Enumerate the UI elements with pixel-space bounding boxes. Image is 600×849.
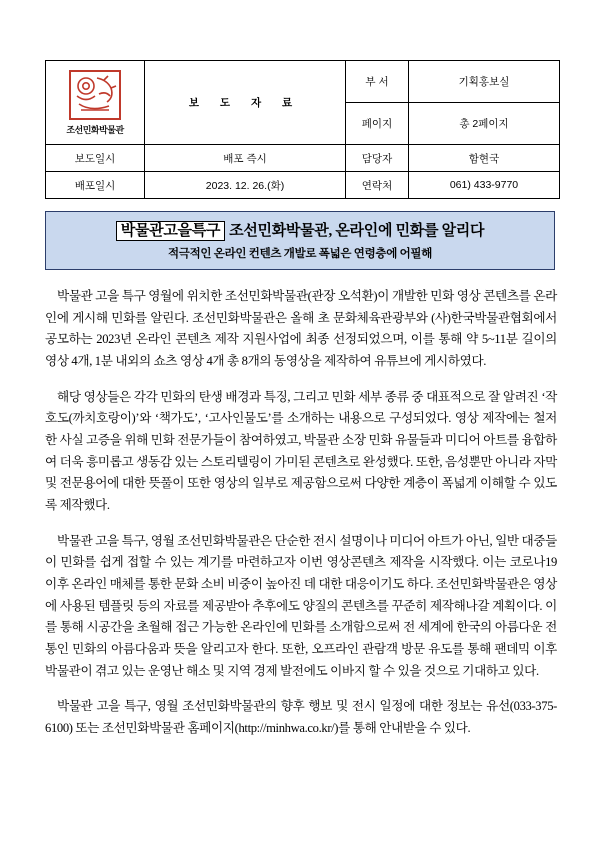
field-value-release-date: 배포 즉시 [145, 145, 346, 172]
field-label-department: 부 서 [346, 61, 409, 103]
museum-logo-icon [69, 70, 121, 120]
body-content [45, 286, 557, 739]
museum-logo-caption: 조선민화박물관 [66, 124, 124, 135]
headline-row [46, 219, 554, 240]
headline-band [45, 211, 555, 270]
field-value-distribution-date: 2023. 12. 26.(화) [145, 172, 346, 199]
table-row [46, 61, 560, 103]
headline-text: 조선민화박물관, 온라인에 민화를 알리다 [229, 223, 485, 239]
body-paragraph: 박물관 고을 특구, 영월 조선민화박물관의 향후 행보 및 전시 일정에 대한 정보는 유선(033-375-6100) 또는 조선민화박물관 홈페이지(http://minhwa.co.kr/)를 통해 안내받을 수 있다. [45, 699, 557, 735]
press-release-header-table [45, 60, 560, 199]
field-value-phone: 061) 433-9770 [409, 172, 560, 199]
table-row [46, 172, 560, 199]
headline-badge: 박물관고을특구 [116, 221, 225, 241]
field-label-phone: 연락처 [346, 172, 409, 199]
table-row [46, 145, 560, 172]
logo-wrap [46, 70, 144, 136]
field-value-contact-person: 함현국 [409, 145, 560, 172]
field-label-pages: 페이지 [346, 103, 409, 145]
document-title: 보 도 자 료 [145, 61, 346, 145]
tiger-folk-art-icon [71, 72, 119, 118]
field-value-pages: 총 2페이지 [409, 103, 560, 145]
body-paragraph: 박물관 고을 특구 영월에 위치한 조선민화박물관(관장 오석환)이 개발한 민화 영상 콘텐츠를 온라인에 게시해 민화를 알린다. 조선민화박물관은 올해 초 문화체육관광부와 (사)한국박물관협회에서 공모하는 2023년 온라인 콘텐츠 제작 지원사업에 최종 선정되었으며, 이를 통해 약 5~11분 길이의 영상 4개, 1분 내외의 쇼츠 영상 4개 총 8개의 동영상을 제작하여 유튜브에 게시하였다. [45, 289, 557, 368]
body-paragraph: 해당 영상들은 각각 민화의 탄생 배경과 특징, 그리고 민화 세부 종류 중 대표적으로 잘 알려진 ‘작호도(까치호랑이)’와 ‘책가도’, ‘고사인물도’를 소개하는 내용으로 구성되었다. 영상 제작에는 철저한 사실 고증을 위해 민화 전문가들이 참여하였고, 박물관 소장 민화 유물들과 미디어 아트를 융합하여 더욱 흥미롭고 생동감 있는 스토리텔링이 가미된 콘텐츠로 완성했다. 또한, 음성뿐만 아니라 자막 및 전문용어에 대한 뜻풀이 또한 영상의 일부로 제공함으로써 다양한 계층이 폭넓게 이해할 수 있도록 제작했다. [45, 389, 557, 512]
field-label-release-date: 보도일시 [46, 145, 145, 172]
field-label-distribution-date: 배포일시 [46, 172, 145, 199]
body-paragraph: 박물관 고을 특구, 영월 조선민화박물관은 단순한 전시 설명이나 미디어 아트가 아닌, 일반 대중들이 민화를 쉽게 접할 수 있는 계기를 마련하고자 이번 영상콘텐츠 제작을 시작했다. 이는 코로나19 이후 온라인 매체를 통한 문화 소비 비중이 높아진 데 대한 대응이기도 하다. 조선민화박물관은 영상에 사용된 템플릿 등의 자료를 제공받아 추후에도 양질의 콘텐츠를 꾸준히 제작해나갈 계획이다. 이를 통해 시공간을 초월해 접근 가능한 온라인에 민화를 소개함으로써 전 세계에 한국의 아름다운 전통인 민화의 아름다움과 뜻을 알리고자 한다. 또한, 오프라인 관람객 방문 유도를 통해 팬데믹 이후 박물관이 겪고 있는 운영난 해소 및 지역 경제 발전에도 이바지 할 수 있을 것으로 기대하고 있다. [45, 533, 557, 678]
field-value-department: 기획홍보실 [409, 61, 560, 103]
subheadline-text: 적극적인 온라인 컨텐츠 개발로 폭넓은 연령층에 어필해 [167, 248, 433, 260]
museum-logo-cell [46, 61, 145, 145]
field-label-contact-person: 담당자 [346, 145, 409, 172]
